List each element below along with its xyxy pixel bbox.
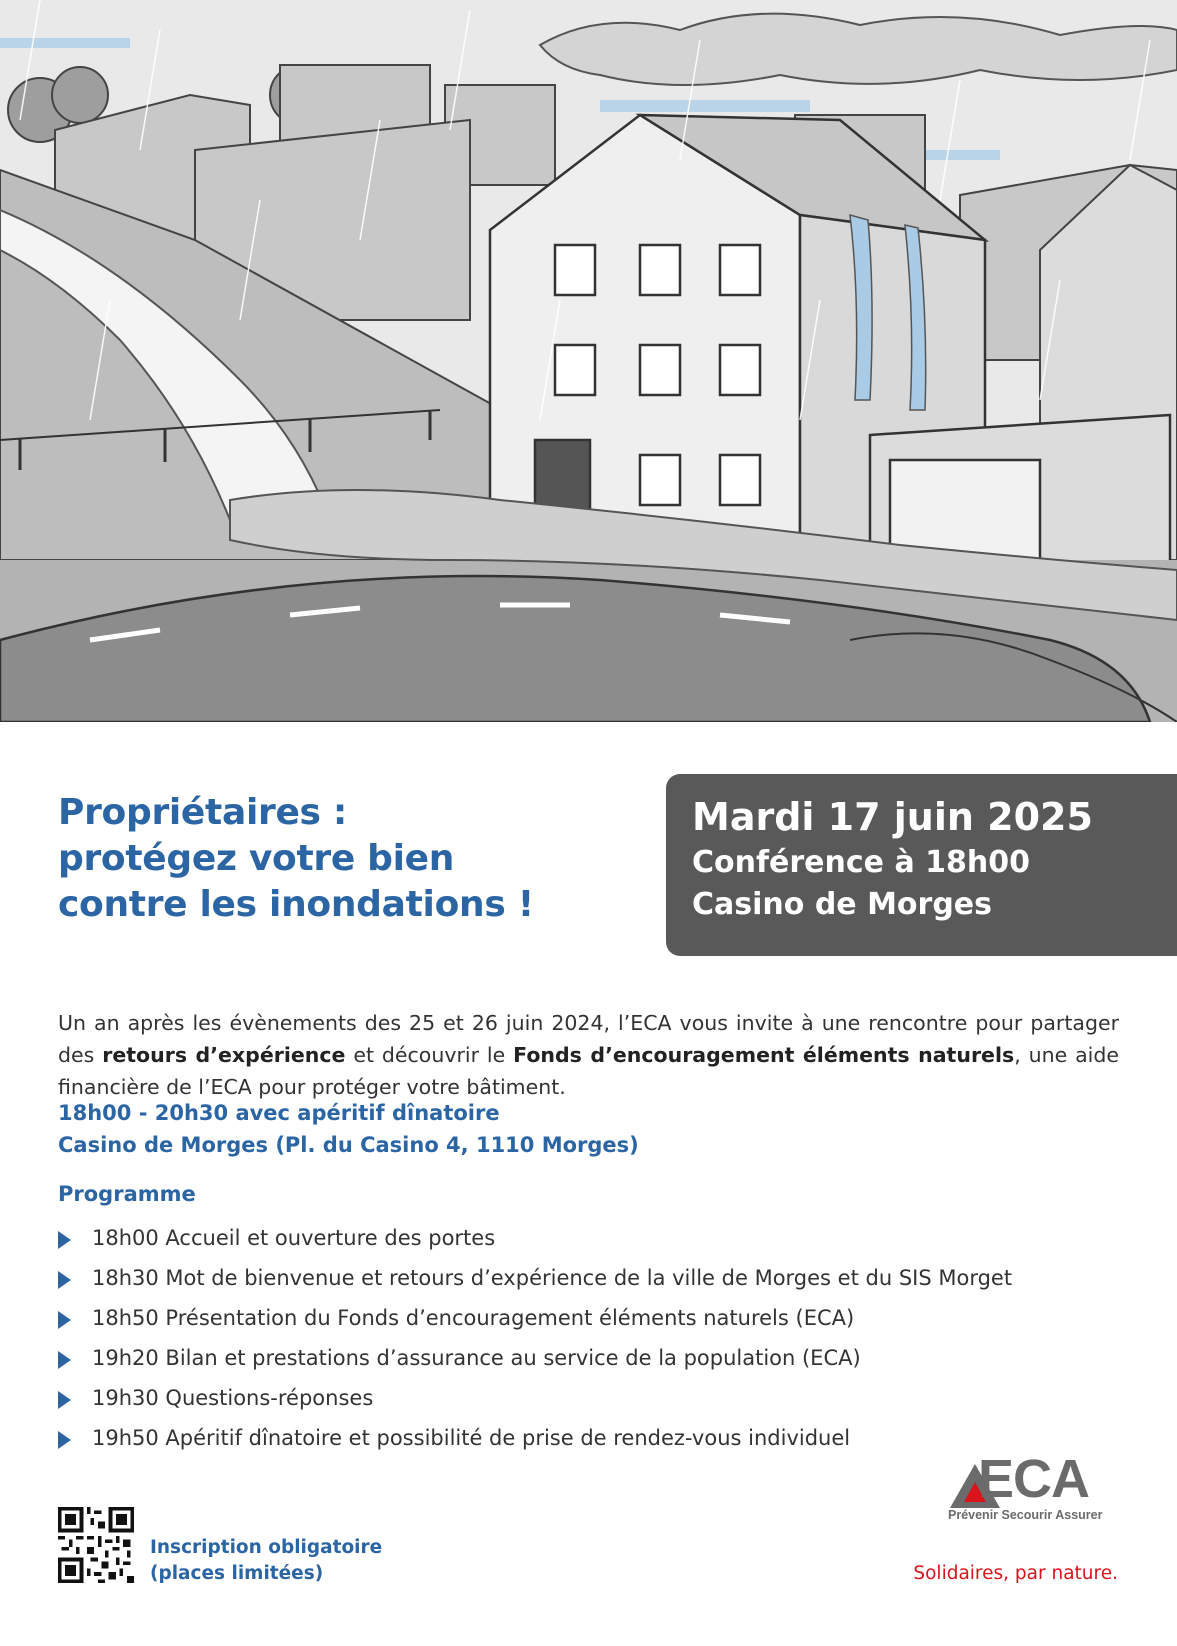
registration-qr-code[interactable] (58, 1507, 134, 1583)
triangle-bullet-icon (58, 1311, 71, 1329)
registration-limited: (places limitées) (150, 1563, 324, 1584)
programme-item (58, 1382, 1138, 1422)
intro-text-3: , une aide financière de l’ECA pour protéger votre bâtiment. (58, 1042, 1120, 1099)
event-info (58, 1097, 639, 1161)
intro-bold-1: retours d’expérience (102, 1042, 346, 1067)
triangle-bullet-icon (58, 1231, 71, 1249)
slogan: Solidaires, par nature. (913, 1563, 1118, 1584)
event-conference-time: Conférence à 18h00 (692, 845, 1030, 880)
intro-text-2: et découvrir le (345, 1042, 514, 1067)
triangle-bullet-icon (58, 1391, 71, 1409)
registration-note (150, 1535, 382, 1587)
programme-item-text: 19h20 Bilan et prestations d’assurance au service de la population (ECA) (92, 1346, 861, 1370)
programme-list (58, 1222, 1138, 1462)
programme-item-text: 18h00 Accueil et ouverture des portes (92, 1226, 496, 1250)
eca-tagline: Prévenir Secourir Assurer (948, 1508, 1103, 1522)
intro-paragraph (58, 1007, 1119, 1103)
programme-item (58, 1222, 1138, 1262)
triangle-bullet-icon (58, 1431, 71, 1449)
programme-item (58, 1262, 1138, 1302)
programme-item (58, 1342, 1138, 1382)
programme-item-text: 19h50 Apéritif dînatoire et possibilité de prise de rendez-vous individuel (92, 1426, 851, 1450)
programme-item-text: 18h50 Présentation du Fonds d’encouragement éléments naturels (ECA) (92, 1306, 855, 1330)
headline-line-2: protégez votre bien (58, 838, 455, 879)
registration-required: Inscription obligatoire (150, 1537, 383, 1558)
event-date: Mardi 17 juin 2025 (692, 795, 1093, 839)
flood-illustration (0, 0, 1177, 722)
headline-line-3: contre les inondations ! (58, 884, 534, 925)
programme-item (58, 1302, 1138, 1342)
eca-logo-text: ECA (978, 1449, 1090, 1509)
programme-item-text: 18h30 Mot de bienvenue et retours d’expérience de la ville de Morges et du SIS Morget (92, 1266, 1013, 1290)
headline (58, 790, 638, 928)
event-time: 18h00 - 20h30 avec apéritif dînatoire (58, 1101, 500, 1125)
intro-bold-2: Fonds d’encouragement éléments naturels (513, 1042, 1015, 1067)
event-venue: Casino de Morges (692, 887, 993, 922)
intro-text-1: Un an après les évènements des 25 et 26 juin 2024, l’ECA vous invite à une rencontre pour partager des (58, 1010, 1119, 1067)
programme-title: Programme (58, 1182, 196, 1206)
triangle-bullet-icon (58, 1351, 71, 1369)
headline-line-1: Propriétaires : (58, 792, 348, 833)
triangle-bullet-icon (58, 1271, 71, 1289)
event-place: Casino de Morges (Pl. du Casino 4, 1110 Morges) (58, 1133, 639, 1157)
event-date-box (666, 774, 1177, 956)
programme-item-text: 19h30 Questions-réponses (92, 1386, 374, 1410)
